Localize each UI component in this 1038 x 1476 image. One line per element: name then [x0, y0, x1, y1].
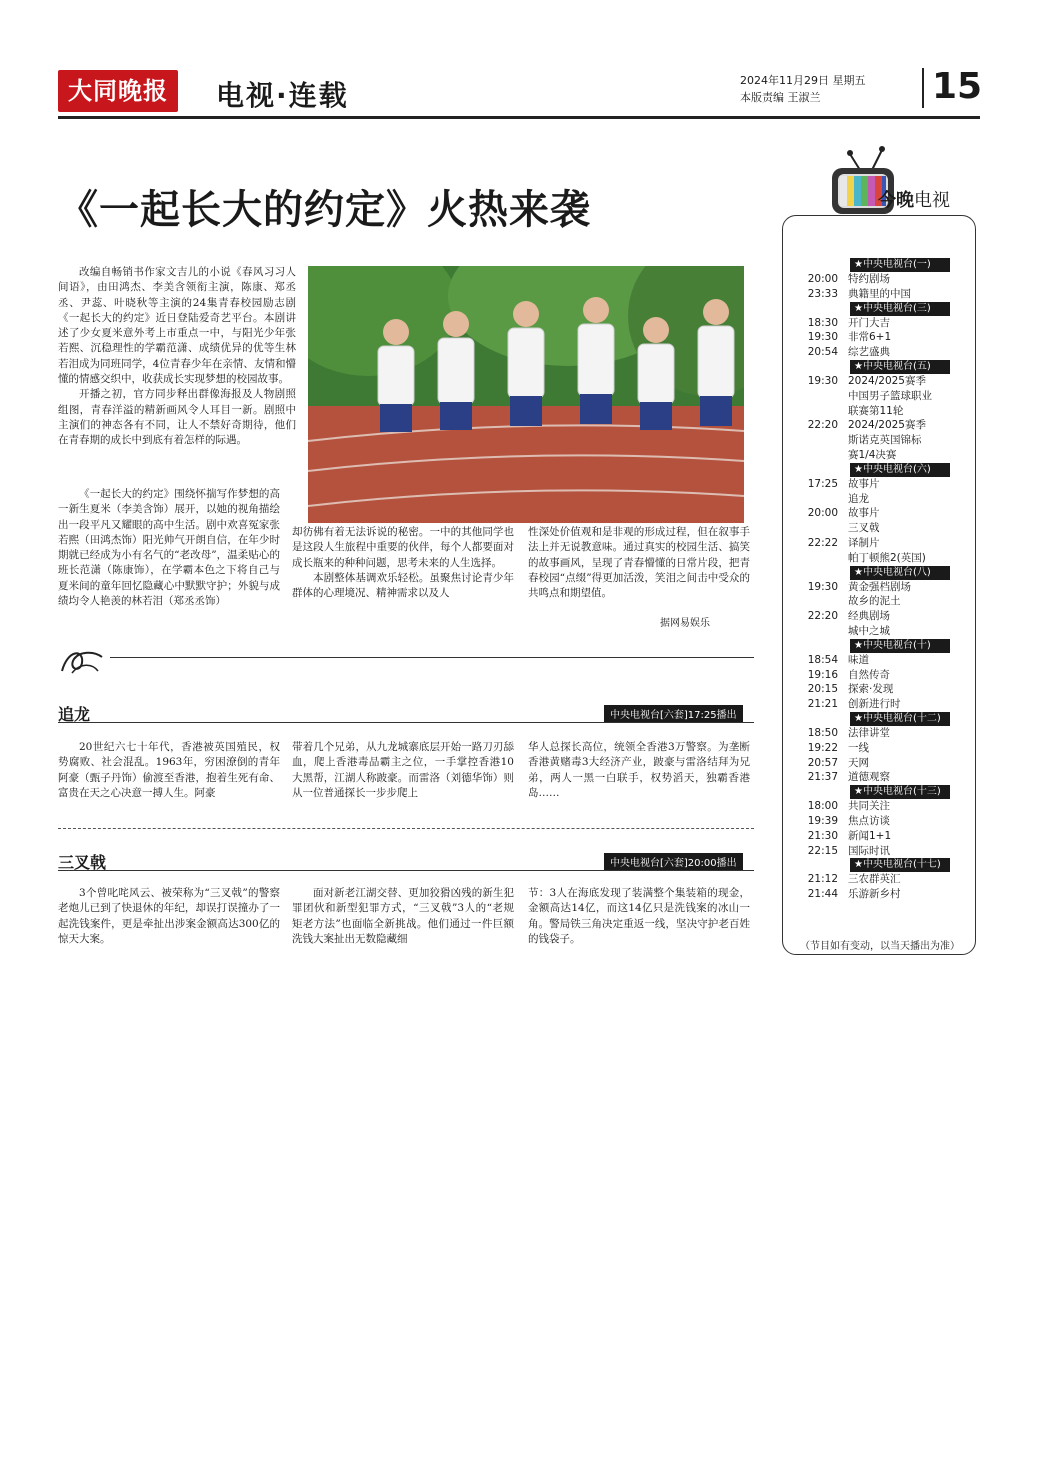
program-time	[792, 521, 848, 536]
program-name: 自然传奇	[848, 668, 890, 681]
program-row	[792, 829, 950, 844]
story-column	[528, 740, 750, 801]
airtime-badge: 中央电视台[六套]17:25播出	[604, 705, 743, 722]
story-column	[292, 886, 514, 947]
lead-paragraph: 开播之初，官方同步释出群像海报及人物剧照组图，青春洋溢的精新画风令人耳目一新。剧照中主演们的神态各有不同，让人不禁好奇期待，他们在青春期的成长中到底有着怎样的际遇。	[58, 388, 296, 447]
story-text: 3个曾叱咤风云、被荣称为“三叉戟”的警察老炮儿已到了快退休的年纪，却误打误撞办了一起洗钱案件，更是牵扯出涉案金额高达300亿的惊天大案。	[58, 887, 280, 945]
program-row	[792, 551, 950, 566]
program-row	[792, 448, 950, 463]
program-row	[792, 418, 950, 433]
program-time: 18:30	[807, 316, 838, 329]
program-time: 17:25	[807, 477, 838, 490]
program-name: 新闻1+1	[848, 829, 892, 842]
page-number: 15	[932, 66, 983, 107]
newspaper-logo: 大同晚报	[58, 70, 178, 112]
dashed-divider	[58, 828, 754, 829]
program-row	[792, 799, 950, 814]
tv-schedule-list	[792, 258, 950, 902]
program-time: 21:37	[807, 771, 838, 784]
section-divider	[110, 657, 754, 658]
program-time: 23:33	[807, 287, 838, 300]
program-time: 18:00	[807, 800, 838, 813]
program-name: 中国男子篮球职业	[848, 389, 932, 402]
article-lead	[58, 265, 296, 449]
program-name: 故乡的泥土	[848, 595, 901, 608]
program-name: 味道	[848, 653, 869, 666]
program-row	[792, 389, 950, 404]
drama-still-photo	[308, 266, 744, 523]
program-row	[792, 624, 950, 639]
program-row	[792, 726, 950, 741]
program-row	[792, 741, 950, 756]
program-row	[792, 536, 950, 551]
channel-header: ★中央电视台(三)	[850, 302, 950, 316]
program-row	[792, 492, 950, 507]
channel-header: ★中央电视台(十二)	[850, 712, 950, 726]
program-row	[792, 653, 950, 668]
article-column-1	[58, 487, 280, 609]
airtime-badge: 中央电视台[六套]20:00播出	[604, 853, 743, 870]
program-row	[792, 887, 950, 902]
article-paragraph: 却彷佛有着无法诉说的秘密。一中的其他同学也是这段人生旅程中重要的伙伴，每个人都要面对成长瓶来的种种问题，思考未来的人生选择。	[292, 526, 514, 569]
page-editor: 本版责编 王淑兰	[740, 91, 821, 104]
program-row	[792, 433, 950, 448]
program-time: 22:22	[807, 536, 838, 549]
program-row	[792, 477, 950, 492]
program-row	[792, 506, 950, 521]
story-rule	[58, 870, 754, 871]
program-time: 21:44	[807, 888, 838, 901]
article-paragraph: 性深处价值观和是非观的形成过程，但在叙事手法上并无说教意味。通过真实的校园生活、搞笑的故事画风，呈现了青春懵懂的日常片段，把青春校园“点缀”得更加活泼，笑泪之间击中受众的共鸣点和期望值。	[528, 526, 750, 600]
header-rule	[58, 116, 980, 119]
story-column	[292, 740, 514, 801]
program-name: 典籍里的中国	[848, 287, 911, 300]
program-row	[792, 697, 950, 712]
channel-header: ★中央电视台(八)	[850, 566, 950, 580]
article-paragraph: 本剧整体基调欢乐轻松。虽聚焦讨论青少年群体的心理境况、精神需求以及人	[292, 571, 514, 600]
program-name: 焦点访谈	[848, 814, 890, 827]
program-name: 道德观察	[848, 771, 890, 784]
article-paragraph: 《一起长大的约定》围绕怀揣写作梦想的高一新生夏米（李美含饰）展开，以她的视角描绘出一段平凡又耀眼的高中生活。剧中欢喜冤家张若熙（田鸿杰饰）阳光帅气开朗自信，在年少时期就已经成为小有名气的“老改母”，温柔贴心的班长范潇（陈康饰），在学霸本色之下将自己与夏米间的童年回忆隐藏心中默默守护；外貌与成绩均令人艳羡的林若泪（郑丞丞饰）	[58, 488, 280, 608]
tv-guide-title-bold: 今晚	[878, 190, 914, 211]
tv-guide-title	[878, 186, 950, 212]
program-name: 一线	[848, 741, 869, 754]
program-name: 故事片	[848, 507, 880, 520]
program-name: 创新进行时	[848, 698, 901, 711]
swirl-ornament-icon	[58, 645, 106, 677]
program-name: 追龙	[848, 492, 869, 505]
program-time	[792, 389, 848, 404]
program-row	[792, 316, 950, 331]
program-time: 19:30	[807, 331, 838, 344]
program-name: 2024/2025赛季	[848, 419, 926, 432]
program-name: 天网	[848, 756, 869, 769]
story-text: 面对新老江湖交替、更加狡猾凶残的新生犯罪团伙和新型犯罪方式，“三叉戟”3人的“老规矩老方法”也面临全新挑战。他们通过一件巨额洗钱大案扯出无数隐藏细	[292, 887, 514, 945]
channel-header: ★中央电视台(十)	[850, 639, 950, 653]
program-name: 开门大吉	[848, 316, 890, 329]
header-divider	[922, 68, 924, 108]
story-column	[528, 886, 750, 947]
program-time: 22:20	[807, 610, 838, 623]
program-row	[792, 287, 950, 302]
article-column-3	[528, 525, 750, 601]
program-time: 19:30	[807, 580, 838, 593]
program-row	[792, 580, 950, 595]
channel-header: ★中央电视台(一)	[850, 258, 950, 272]
issue-date: 2024年11月29日 星期五	[740, 74, 866, 87]
program-name: 联赛第11轮	[848, 404, 904, 417]
program-time	[792, 433, 848, 448]
program-name: 国际时讯	[848, 844, 890, 857]
program-name: 帕丁顿熊2(英国)	[848, 551, 926, 564]
program-row	[792, 374, 950, 389]
channel-header: ★中央电视台(十三)	[850, 785, 950, 799]
program-name: 法律讲堂	[848, 726, 890, 739]
program-row	[792, 682, 950, 697]
program-time: 21:30	[807, 829, 838, 842]
program-time	[792, 594, 848, 609]
program-name: 故事片	[848, 477, 880, 490]
program-time	[792, 492, 848, 507]
program-time: 22:15	[807, 844, 838, 857]
tv-guide-title-rest: 电视	[914, 190, 950, 211]
program-time: 19:30	[807, 374, 838, 387]
program-row	[792, 609, 950, 624]
program-name: 特约剧场	[848, 273, 890, 285]
program-time: 22:20	[807, 419, 838, 432]
program-time: 20:15	[807, 683, 838, 696]
lead-paragraph: 改编自畅销书作家文吉儿的小说《春风习习人间语》，由田鸿杰、李美含领衔主演，陈康、郑丞丞、尹蕊、叶晓秋等主演的24集青春校园励志剧《一起长大的约定》近日登陆爱奇艺平台。本剧讲述了少女夏米意外考上市重点一中，与阳光少年张若熙、沉稳理性的学霸范潇、成绩优异的优等生林若泪成为同班同学，4位青春少年在亲情、友情和懵懂的情感交织中，收获成长实现梦想的校园故事。	[58, 266, 296, 386]
program-row	[792, 345, 950, 360]
program-name: 城中之城	[848, 624, 890, 637]
channel-header: ★中央电视台(六)	[850, 463, 950, 477]
program-name: 乐游新乡村	[848, 888, 901, 901]
program-name: 三农群英汇	[848, 873, 901, 886]
channel-header: ★中央电视台(十七)	[850, 858, 950, 872]
program-time: 19:16	[807, 668, 838, 681]
program-name: 经典剧场	[848, 610, 890, 623]
story-column	[58, 886, 280, 947]
article-source: 据网易娱乐	[660, 618, 710, 629]
program-row	[792, 330, 950, 345]
program-row	[792, 770, 950, 785]
program-time: 19:22	[807, 741, 838, 754]
program-row	[792, 272, 950, 287]
story-title: 追龙	[58, 705, 91, 724]
story-text: 华人总探长高位，统领全香港3万警察。为垄断香港黄赌毒3大经济产业，跛豪与雷洛结拜为兄弟，两人一黑一白联手，权势滔天，独霸香港岛……	[528, 741, 750, 799]
program-time	[792, 448, 848, 463]
program-time: 21:21	[807, 698, 838, 711]
program-row	[792, 594, 950, 609]
section-title: 电视·连载	[216, 79, 349, 112]
program-row	[792, 521, 950, 536]
program-row	[792, 844, 950, 859]
program-time: 21:12	[807, 873, 838, 886]
program-name: 赛1/4决赛	[848, 448, 897, 461]
program-name: 探索·发现	[848, 683, 894, 696]
program-name: 斯诺克英国锦标	[848, 434, 922, 447]
story-rule	[58, 722, 754, 723]
program-name: 综艺盛典	[848, 346, 890, 359]
program-row	[792, 756, 950, 771]
program-time	[792, 404, 848, 419]
article-headline: 《一起长大的约定》火热来袭	[58, 187, 591, 233]
program-time: 20:57	[807, 756, 838, 769]
program-row	[792, 814, 950, 829]
program-time: 19:39	[807, 814, 838, 827]
program-name: 译制片	[848, 536, 880, 549]
program-time: 18:50	[807, 726, 838, 739]
article-column-2	[292, 525, 514, 601]
program-time	[792, 624, 848, 639]
program-time: 20:54	[807, 346, 838, 359]
program-name: 三叉戟	[848, 522, 880, 535]
program-time: 20:00	[807, 273, 838, 285]
program-name: 黄金强档剧场	[848, 580, 911, 593]
photo-illustration	[308, 266, 744, 523]
program-row	[792, 872, 950, 887]
program-name: 共同关注	[848, 800, 890, 813]
story-text: 节：3人在海底发现了装满整个集装箱的现金，金额高达14亿，而这14亿只是洗钱案的冰山一角。警局铁三角决定重返一线，坚决守护老百姓的钱袋子。	[528, 887, 750, 945]
program-time	[792, 551, 848, 566]
channel-header: ★中央电视台(五)	[850, 360, 950, 374]
program-time: 20:00	[807, 507, 838, 520]
program-name: 非常6+1	[848, 331, 892, 344]
story-text: 20世纪六七十年代，香港被英国殖民，权势腐败、社会混乱。1963年，穷困潦倒的青年阿豪（甄子丹饰）偷渡至香港，抱着生死有命、富贵在天之心决意一搏人生。阿豪	[58, 741, 280, 799]
program-time: 18:54	[807, 653, 838, 666]
tv-guide-note: （节目如有变动，以当天播出为准）	[800, 941, 960, 952]
program-row	[792, 404, 950, 419]
story-column	[58, 740, 280, 801]
program-row	[792, 668, 950, 683]
story-text: 带着几个兄弟，从九龙城寨底层开始一路刀刃舔血，爬上香港毒品霸主之位，一手掌控香港10大黑帮，江湖人称跛豪。而雷洛（刘德华饰）则从一位普通探长一步步爬上	[292, 741, 514, 799]
program-name: 2024/2025赛季	[848, 374, 926, 387]
story-title: 三叉戟	[58, 853, 107, 872]
